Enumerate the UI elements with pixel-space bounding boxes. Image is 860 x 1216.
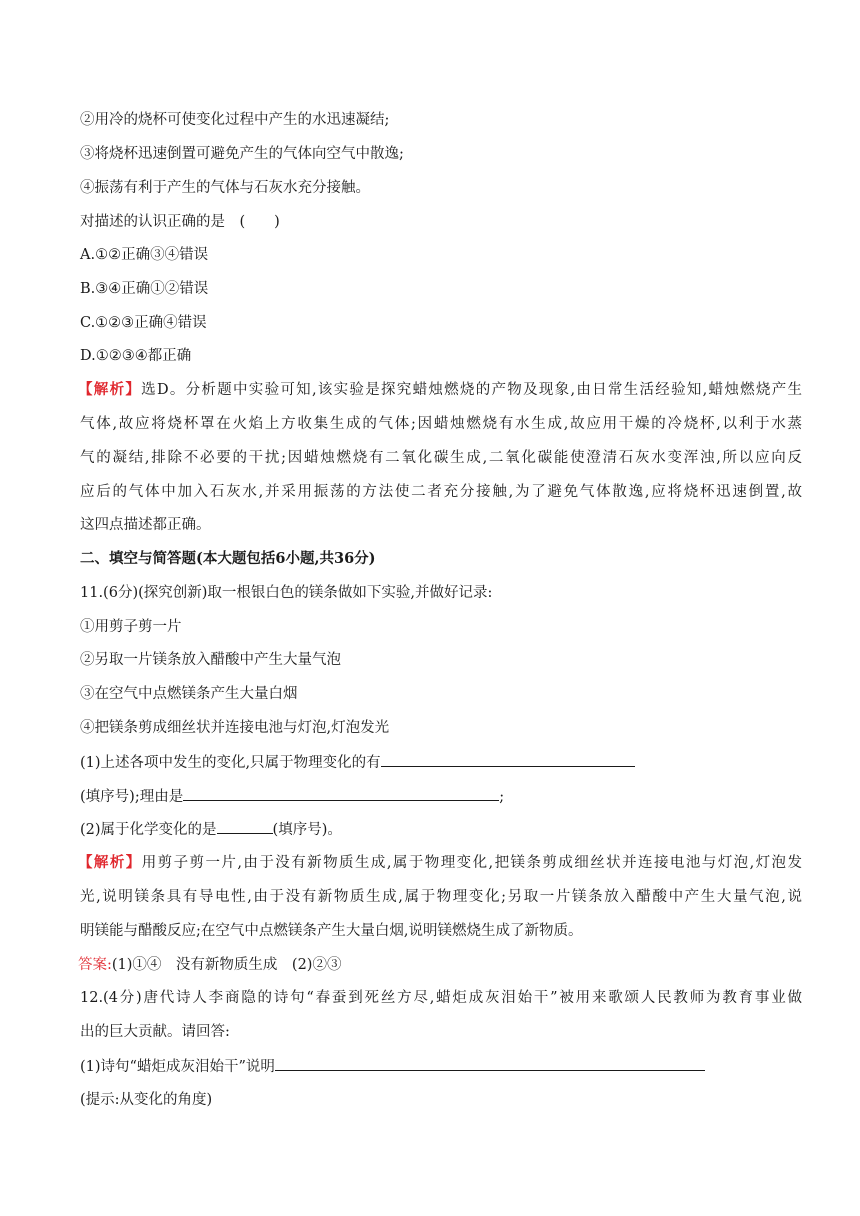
option-c: C.①②③正确④错误	[80, 315, 207, 331]
analysis-10-line-4: 应后的气体中加入石灰水,并采用振荡的方法使二者充分接触,为了避免气体散逸,应将烧杯迅速倒置,故	[80, 484, 802, 500]
analysis-10-line-5: 这四点描述都正确。	[80, 517, 211, 533]
answer-blank[interactable]	[275, 1056, 705, 1071]
option-a: A.①②正确③④错误	[80, 247, 209, 263]
q11-item-4: ④把镁条剪成细丝状并连接电池与灯泡,灯泡发光	[80, 720, 390, 736]
statement-4: ④振荡有利于产生的气体与石灰水充分接触。	[80, 180, 370, 196]
analysis-11-line-3: 明镁能与醋酸反应;在空气中点燃镁条产生大量白烟,说明镁燃烧生成了新物质。	[80, 923, 583, 939]
q11-item-1: ①用剪子剪一片	[80, 619, 182, 635]
answer-blank[interactable]	[381, 752, 635, 767]
q12-hint: (提示:从变化的角度)	[80, 1092, 213, 1108]
q12-part-1: (1)诗句“蜡炬成灰泪始干”说明	[80, 1056, 802, 1077]
analysis-label: 【解析】	[78, 381, 142, 398]
analysis-11-line-1: 【解析】用剪子剪一片,由于没有新物质生成,属于物理变化,把镁条剪成细丝状并连接电池与灯泡,灯泡发	[78, 854, 802, 871]
statement-2: ②用冷的烧杯可使变化过程中产生的水迅速凝结;	[80, 112, 390, 128]
q11-part-1: (1)上述各项中发生的变化,只属于物理变化的有	[80, 752, 802, 773]
q11-part-1-reason: (填序号);理由是 ;	[80, 786, 802, 807]
q11-item-3: ③在空气中点燃镁条产生大量白烟	[80, 686, 298, 702]
question-11-stem: 11.(6分)(探究创新)取一根银白色的镁条做如下实验,并做好记录:	[80, 585, 493, 601]
answer-label: 答案:	[78, 957, 112, 973]
analysis-10-line-3: 气的凝结,排除不必要的干扰;因蜡烛燃烧有二氧化碳生成,二氧化碳能使澄清石灰水变浑浊,所以应向反	[80, 450, 802, 466]
statement-3: ③将烧杯迅速倒置可避免产生的气体向空气中散逸;	[80, 146, 404, 162]
answer-blank[interactable]	[183, 786, 499, 801]
question-12-stem-line-2: 出的巨大贡献。请回答:	[80, 1024, 230, 1040]
option-d: D.①②③④都正确	[80, 348, 192, 364]
answer-blank[interactable]	[217, 819, 273, 834]
analysis-10-line-2: 气体,故应将烧杯罩在火焰上方收集生成的气体;因蜡烛燃烧有水生成,故应用干燥的冷烧杯,以利于水蒸	[80, 416, 802, 432]
section-heading: 二、填空与简答题(本大题包括6小题,共36分)	[80, 550, 376, 567]
option-b: B.③④正确①②错误	[80, 281, 209, 297]
question-12-stem-line-1: 12.(4分)唐代诗人李商隐的诗句“春蚕到死丝方尽,蜡炬成灰泪始干”被用来歌颂人民教师为教育事业做	[80, 990, 802, 1006]
answer-11: 答案:(1)①④ 没有新物质生成 (2)②③	[78, 957, 342, 973]
analysis-11-line-2: 光,说明镁条具有导电性,由于没有新物质生成,属于物理变化;另取一片镁条放入醋酸中产生大量气泡,说	[80, 889, 802, 905]
analysis-10-line-1: 【解析】选D。分析题中实验可知,该实验是探究蜡烛燃烧的产物及现象,由日常生活经验知,蜡烛燃烧产生	[78, 381, 802, 398]
q11-item-2: ②另取一片镁条放入醋酸中产生大量气泡	[80, 652, 341, 668]
analysis-label: 【解析】	[78, 854, 142, 871]
question-10-stem: 对描述的认识正确的是 ( )	[80, 214, 280, 230]
q11-part-2: (2)属于化学变化的是 (填序号)。	[80, 819, 802, 840]
